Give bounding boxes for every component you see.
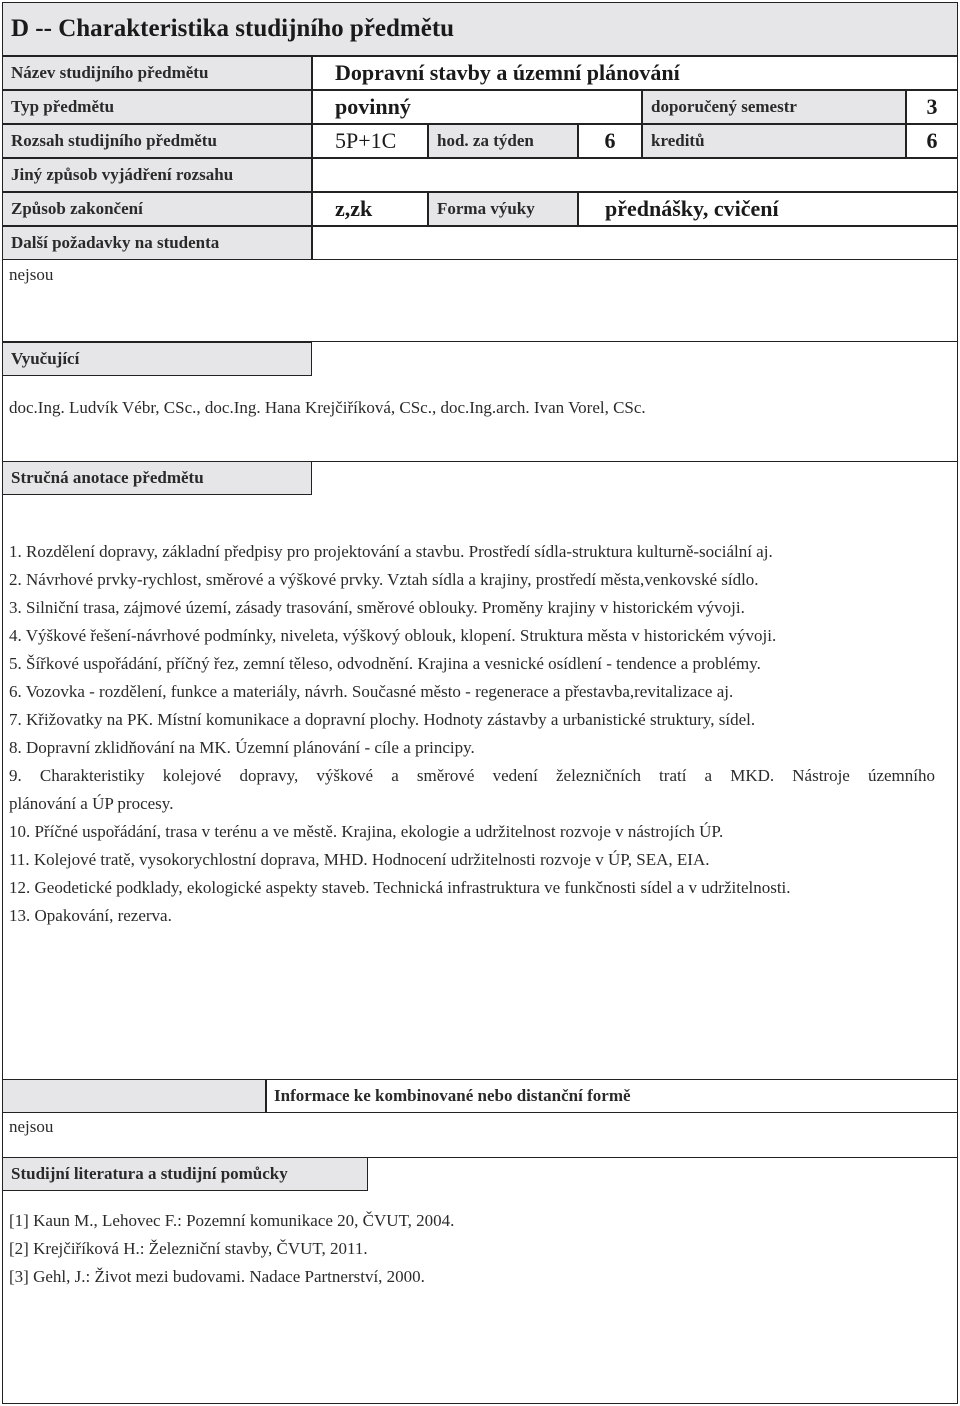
vyucujici-label: Vyučující [2,342,312,376]
forma-label: Forma výuky [428,192,578,226]
literatura-label: Studijní literatura a studijní pomůcky [2,1157,368,1191]
anotace-item-2: 2. Návrhové prvky-rychlost, směrové a výškové prvky. Vztah sídla a krajiny, prostředí města,venkovské sídlo. [9,570,759,589]
kredity-value: 6 [906,124,958,158]
page-title: D -- Charakteristika studijního předmětu [2,2,958,56]
anotace-item-13: 13. Opakování, rezerva. [9,906,172,925]
anotace-item-4: 4. Výškové řešení-návrhové podmínky, niveleta, výškový oblouk, klopení. Struktura města v historickém vývoji. [9,626,777,645]
rozsah-value: 5P+1C [312,124,428,158]
kombinovana-label: Informace ke kombinované nebo distanční formě [266,1079,958,1113]
anotace-item-1: 1. Rozdělení dopravy, základní předpisy pro projektování a stavbu. Prostředí sídla-struktura kulturně-sociální aj. [9,542,773,561]
literatura-list [9,1207,935,1291]
rozsah-label: Rozsah studijního předmětu [2,124,312,158]
zpusob-label: Způsob zakončení [2,192,312,226]
nazev-label: Název studijního předmětu [2,56,312,90]
nazev-value: Dopravní stavby a územní plánování [312,56,958,90]
vyucujici-value: doc.Ing. Ludvík Vébr, CSc., doc.Ing. Hana Krejčiříková, CSc., doc.Ing.arch. Ivan Vorel, CSc. [9,398,646,417]
anotace-item-7: 7. Křižovatky na PK. Místní komunikace a dopravní plochy. Hodnoty zástavby a urbanistické struktury, sídel. [9,710,756,729]
pozadavky-value: nejsou [9,265,54,284]
anotace-item-8: 8. Dopravní zklidňování na MK. Územní plánování - cíle a principy. [9,738,475,757]
pozadavky-label: Další požadavky na studenta [2,226,312,260]
literatura-item-1: [1] Kaun M., Lehovec F.: Pozemní komunikace 20, ČVUT, 2004. [9,1211,455,1230]
anotace-item-9-cont: plánování a ÚP procesy. [9,794,174,813]
anotace-item-12: 12. Geodetické podklady, ekologické aspekty staveb. Technická infrastruktura ve funkčnosti sídel a v udržitelnosti. [9,878,791,897]
kredity-label: kreditů [642,124,906,158]
anotace-label: Stručná anotace předmětu [2,461,312,495]
jiny-label: Jiný způsob vyjádření rozsahu [2,158,312,192]
semestr-label: doporučený semestr [642,90,906,124]
typ-value: povinný [312,90,642,124]
kombinovana-value: nejsou [9,1117,54,1136]
anotace-item-11: 11. Kolejové tratě, vysokorychlostní doprava, MHD. Hodnocení udržitelnosti rozvoje v ÚP, SEA, EIA. [9,850,710,869]
anotace-item-10: 10. Příčné uspořádání, trasa v terénu a ve městě. Krajina, ekologie a udržitelnost rozvoje v nástrojích ÚP. [9,822,724,841]
zpusob-value: z,zk [312,192,428,226]
anotace-list [9,538,935,930]
jiny-value [312,158,958,192]
typ-label: Typ předmětu [2,90,312,124]
kombinovana-left-box [2,1079,266,1113]
pozadavky-side [312,226,958,260]
semestr-value: 3 [906,90,958,124]
hod-value: 6 [578,124,642,158]
anotace-item-3: 3. Silniční trasa, zájmové území, zásady trasování, směrové oblouky. Proměny krajiny v historickém vývoji. [9,598,745,617]
hod-label: hod. za týden [428,124,578,158]
literatura-item-3: [3] Gehl, J.: Život mezi budovami. Nadace Partnerství, 2000. [9,1267,425,1286]
forma-value: přednášky, cvičení [578,192,958,226]
anotace-item-6: 6. Vozovka - rozdělení, funkce a materiály, návrh. Současné město - regenerace a přestavba,revitalizace aj. [9,682,734,701]
literatura-item-2: [2] Krejčiříková H.: Železniční stavby, ČVUT, 2011. [9,1239,368,1258]
anotace-item-5: 5. Šířkové uspořádání, příčný řez, zemní těleso, odvodnění. Krajina a vesnické osídlení - tendence a problémy. [9,654,761,673]
anotace-item-9: 9. Charakteristiky kolejové dopravy, výškové a směrové vedení železničních tratí a MKD. Nástroje územního [9,766,935,785]
